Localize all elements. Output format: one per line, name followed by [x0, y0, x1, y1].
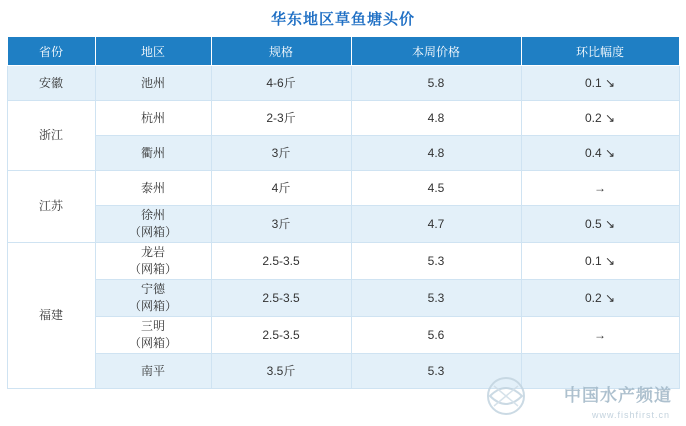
cell-region: [95, 317, 211, 354]
cell-region: 南平: [95, 354, 211, 389]
cell-province: 福建: [7, 243, 95, 389]
column-header-change: 环比幅度: [521, 37, 679, 66]
cell-change: [521, 136, 679, 171]
arrow-down-icon: ↘: [604, 290, 616, 305]
region-note: （网箱）: [128, 225, 177, 239]
cell-spec: 4斤: [211, 171, 351, 206]
region-note: （网箱）: [128, 262, 177, 276]
table-row: [7, 66, 679, 101]
arrow-down-icon: ↘: [604, 145, 616, 160]
cell-region: 池州: [95, 66, 211, 101]
price-table: [7, 36, 680, 389]
cell-change: [521, 66, 679, 101]
cell-price: 5.3: [351, 280, 521, 317]
table-row: [7, 101, 679, 136]
region-note: （网箱）: [128, 336, 177, 350]
watermark-subtext: www.fishfirst.cn: [591, 410, 670, 420]
region-name: 徐州: [140, 208, 165, 222]
cell-province: 安徽: [7, 66, 95, 101]
region-note: （网箱）: [128, 299, 177, 313]
page-title: 华东地区草鱼塘头价: [270, 11, 415, 28]
cell-spec: 4-6斤: [211, 66, 351, 101]
table-row: [7, 171, 679, 206]
column-header-price: 本周价格: [351, 37, 521, 66]
arrow-down-icon: ↘: [604, 253, 616, 268]
cell-spec: 2-3斤: [211, 101, 351, 136]
change-value: 0.1: [584, 75, 602, 90]
cell-change: [521, 354, 679, 389]
arrow-down-icon: ↘: [604, 75, 616, 90]
cell-price: 4.5: [351, 171, 521, 206]
watermark-text: 中国水产频道: [564, 386, 672, 405]
cell-province: 江苏: [7, 171, 95, 243]
cell-change: [521, 243, 679, 280]
cell-region: [95, 280, 211, 317]
change-value: 0.2: [584, 110, 602, 125]
table-row: [7, 243, 679, 280]
cell-change: [521, 101, 679, 136]
cell-region: [95, 243, 211, 280]
column-header-region: 地区: [95, 37, 211, 66]
table-body: [7, 66, 679, 389]
column-header-spec: 规格: [211, 37, 351, 66]
cell-price: 5.3: [351, 243, 521, 280]
cell-spec: 2.5-3.5: [211, 280, 351, 317]
arrow-down-icon: ↘: [604, 216, 616, 231]
change-value: 0.4: [584, 145, 602, 160]
cell-province: 浙江: [7, 101, 95, 171]
arrow-flat-icon: →: [594, 180, 606, 195]
table-row: [7, 317, 679, 354]
cell-price: 5.8: [351, 66, 521, 101]
table-row: [7, 280, 679, 317]
cell-price: 4.8: [351, 136, 521, 171]
region-name: 龙岩: [140, 245, 165, 259]
table-row: [7, 354, 679, 389]
cell-spec: 2.5-3.5: [211, 243, 351, 280]
cell-change: [521, 206, 679, 243]
column-header-province: 省份: [7, 37, 95, 66]
table-row: [7, 206, 679, 243]
cell-price: 5.6: [351, 317, 521, 354]
cell-region: 泰州: [95, 171, 211, 206]
table-row: [7, 136, 679, 171]
cell-price: 4.7: [351, 206, 521, 243]
change-value: 0.1: [584, 253, 602, 268]
arrow-down-icon: ↘: [604, 110, 616, 125]
cell-price: 4.8: [351, 101, 521, 136]
arrow-flat-icon: →: [594, 327, 606, 342]
change-value: 0.5: [584, 216, 602, 231]
cell-change: [521, 171, 679, 206]
cell-spec: 3斤: [211, 136, 351, 171]
change-value: 0.2: [584, 290, 602, 305]
cell-spec: 2.5-3.5: [211, 317, 351, 354]
cell-region: 衢州: [95, 136, 211, 171]
cell-price: 5.3: [351, 354, 521, 389]
table-header-row: [7, 37, 679, 66]
cell-spec: 3.5斤: [211, 354, 351, 389]
region-name: 宁德: [140, 282, 165, 296]
cell-spec: 3斤: [211, 206, 351, 243]
cell-change: [521, 280, 679, 317]
cell-region: 杭州: [95, 101, 211, 136]
cell-region: [95, 206, 211, 243]
cell-change: [521, 317, 679, 354]
region-name: 三明: [140, 319, 165, 333]
table-header: [7, 37, 679, 66]
